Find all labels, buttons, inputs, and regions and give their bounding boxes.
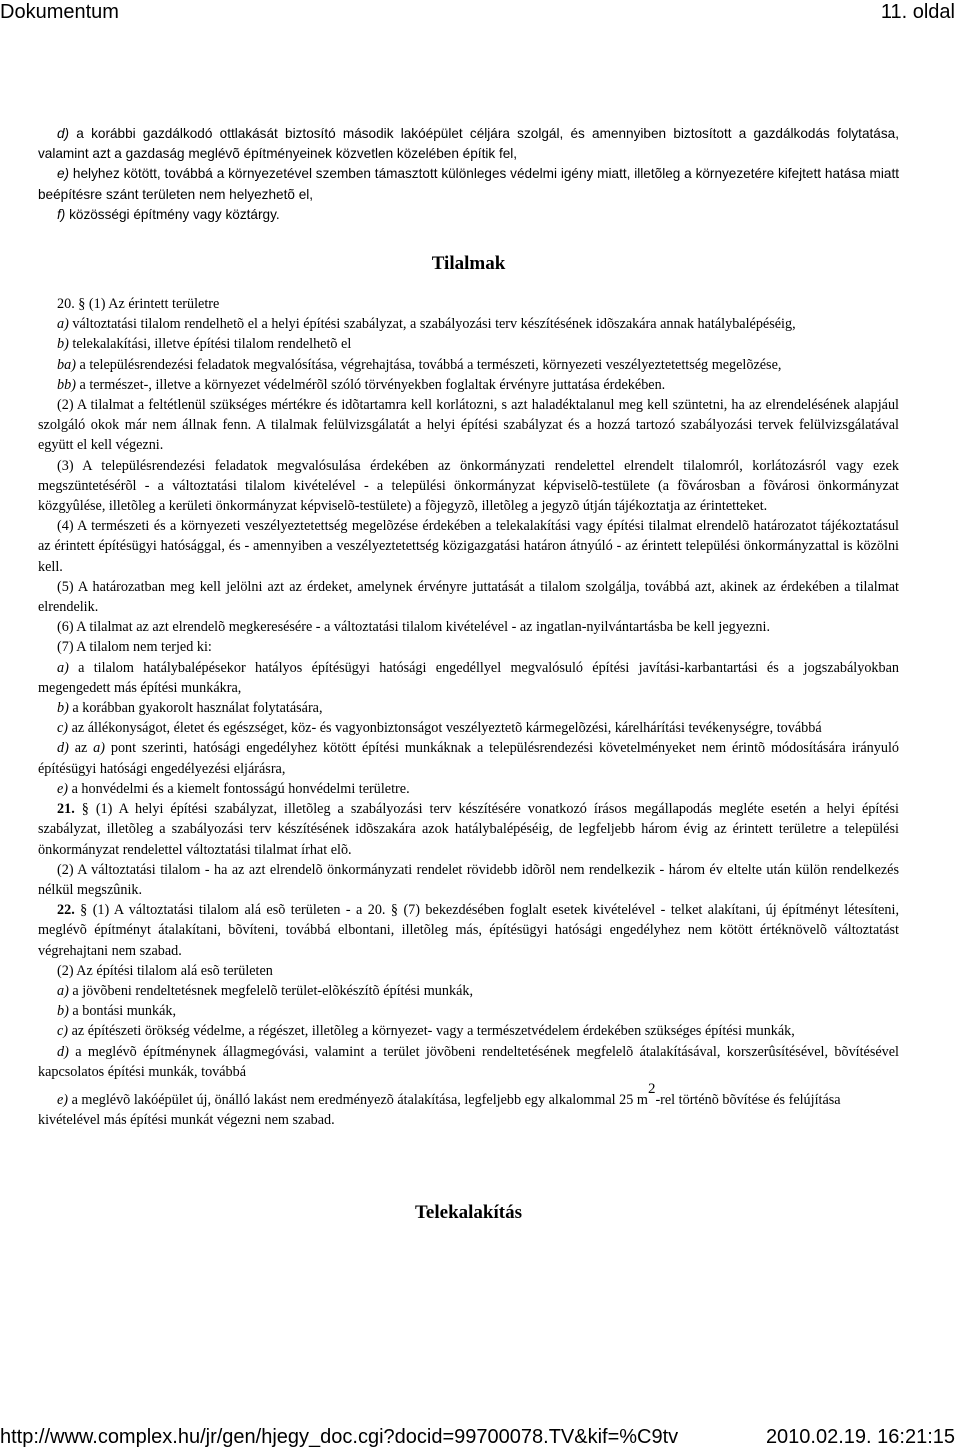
paragraph-20-1: 20. § (1) Az érintett területre (57, 296, 220, 313)
continued-list (38, 124, 899, 225)
superscript-2: 2 (647, 1080, 656, 1097)
document-label: Dokumentum (0, 1, 119, 23)
section-heading-telekalakitas: Telekalakítás (415, 1202, 522, 1224)
paragraph-22-2: (2) Az építési tilalom alá esõ területen (57, 962, 273, 979)
paragraph-20-4: (4) A természeti és a környezeti veszélyeztetettség megelõzése érdekében a telekalakítási vagy építési tilalmat elrendelõ határozatot tájékoztatásul az érintett építésügyi hatósággal, és - amennyiben a veszélyeztetettség közigazgatási határon átnyúló - az érintett települési önkormányzattal is közölni kell. (38, 518, 899, 575)
source-url: http://www.complex.hu/jr/gen/hjegy_doc.cgi?docid=99700078.TV&kif=%C9tv (0, 1426, 679, 1448)
list-item-22a: a) a jövõbeni rendeltetésnek megfelelõ terület-elõkészítõ építési munkák, (57, 982, 474, 999)
list-item-22c: c) az építészeti örökség védelme, a régészet, illetõleg a környezet- vagy a természetvédelem érdekében szükséges építési munkák, (57, 1023, 795, 1040)
list-item-d: d) a korábbi gazdálkodó ottlakását biztosító második lakóépület céljára szolgál, és amennyiben biztosított a gazdálkodás folytatása, valamint azt a gazdaság meglévõ építményeinek közvetlen közelében építik fel, (38, 126, 899, 162)
list-item-f: f) közösségi építmény vagy köztárgy. (57, 206, 280, 222)
list-item-7a: a) a tilalom hatálybalépésekor hatályos építésügyi hatósági engedéllyel megvalósuló építési javítási-karbantartási és a jogszabályokban megengedett más építési munkákra, (38, 659, 899, 696)
document-body (38, 124, 899, 1243)
section-heading-tilalmak: Tilalmak (431, 253, 506, 275)
paragraph-20-2: (2) A tilalmat a feltétlenül szükséges mértékre és idõtartamra kell korlátozni, s azt haladéktalanul meg kell szüntetni, ha az elrendelésének alapjául szolgáló okok már nem állnak fenn. A tilalmak felülvizsgálatát a helyi építési szabályzat és a hozzá tartozó szabályozási tervek felülvizsgálatával együtt el kell végezni. (38, 397, 899, 454)
paragraph-20-3: (3) A településrendezési feladatok megvalósulása érdekében az önkormányzati rendelettel elrendelt tilalomról, korlátozásról vagy ezek megszüntetésérõl - a változtatási tilalom kivételével - a települési önkormányzat képviselõ-testülete (a fõvárosban a fõvárosi önkormányzat közgyûlése, illetõleg a kerületi önkormányzat képviselõ-testülete) a fõjegyzõ, illetõleg a jegyzõ útján tájékoztatja az érintetteket. (38, 457, 899, 515)
list-item-22b: b) a bontási munkák, (57, 1003, 177, 1020)
paragraph-22-1: 22. § (1) A változtatási tilalom alá esõ területen - a 20. § (7) bekezdésében foglalt esetek kivételével - telket alakítani, új építményt létesíteni, meglévõ építményt átalakítani, bõvíteni, továbbá elbontani, illetõleg más, építésügyi hatósági engedélyhez nem kötött értéknövelõ változtatást végrehajtani nem szabad. (38, 902, 900, 959)
list-item-7e: e) a honvédelmi és a kiemelt fontosságú honvédelmi területre. (57, 780, 410, 797)
paragraph-21-2: (2) A változtatási tilalom - ha az azt elrendelõ önkormányzati rendelet rövidebb idõrõl nem rendelkezik - három év eltelte után külön rendelkezés nélkül megszûnik. (38, 861, 899, 898)
paragraph-20-5: (5) A határozatban meg kell jelölni azt az érdeket, amelynek érvényre juttatását a tilalom szolgálja, továbbá azt, akinek az érdekében a tilalmat elrendelik. (38, 578, 899, 616)
paragraph-21-1: 21. § (1) A helyi építési szabályzat, illetõleg a szabályozási terv készítésére vonatkozó írásos megállapodás megléte esetén a helyi építési szabályzat, illetõleg a szabályozási terv készítésének idõszakára azok hatálybalépéséig, de legfeljebb három évig az érintett területre a települési önkormányzat rendelettel változtatási tilalmat írhat elõ. (38, 801, 899, 858)
print-timestamp: 2010.02.19. 16:21:15 (765, 1426, 955, 1448)
list-item-7d: d) az a) pont szerinti, hatósági engedélyhez kötött építési munkáknak a településrendezési követelményeket nem érintõ módosítására irányuló építésügyi hatósági engedélyezési eljárásra, (38, 740, 899, 777)
paragraph-20-7: (7) A tilalom nem terjed ki: (57, 639, 212, 656)
paragraph-20-6: (6) A tilalmat az azt elrendelõ megkeresésére - a változtatási tilalom kivételével - az ingatlan-nyilvántartásba be kell jegyezni. (57, 619, 771, 636)
list-item-a: a) változtatási tilalom rendelhetõ el a helyi építési szabályzat, a szabályozási terv készítésének idõszakára annak hatálybalépéséig, (57, 316, 796, 333)
list-item-7c: c) az állékonyságot, életet és egészséget, köz- és vagyonbiztonságot veszélyeztetõ kármegelõzési, kárelhárítási tevékenységre, továbbá (57, 720, 822, 737)
paragraph-22-closing: kivételével más építési munkát végezni nem szabad. (38, 1112, 335, 1129)
list-item-22e: e) a meglévõ lakóépület új, önálló lakást nem eredményezõ átalakítása, legfeljebb egy alkalommal 25 $m^2$-rel történõ bõvítése és felújítása (57, 1080, 841, 1108)
list-item-e: e) helyhez kötött, továbbá a környezetével szemben támasztott különleges védelmi igény miatt, illetõleg a környezetére kifejtett hatása miatt beépítésre szánt területen nem helyezhetõ el, (38, 166, 899, 202)
list-item-ba: ba) a településrendezési feladatok megvalósítása, végrehajtása, továbbá a természeti, környezeti veszélyeztetettség megelõzése, (57, 356, 782, 373)
list-item-b: b) telekalakítási, illetve építési tilalom rendelhetõ el (57, 336, 352, 353)
list-item-22d: d) a meglévõ építménynek állagmegóvási, valamint a terület jövõbeni rendeltetésének megfelelõ átalakításával, korszerûsítésével, bõvítésével kapcsolatos építési munkák, továbbá (38, 1043, 899, 1080)
list-item-7b: b) a korábban gyakorolt használat folytatására, (57, 700, 323, 717)
page-number: 11. oldal (880, 1, 955, 23)
list-item-bb: bb) a természet-, illetve a környezet védelmérõl szóló törvényekben foglaltak érvényre juttatása érdekében. (57, 376, 666, 393)
